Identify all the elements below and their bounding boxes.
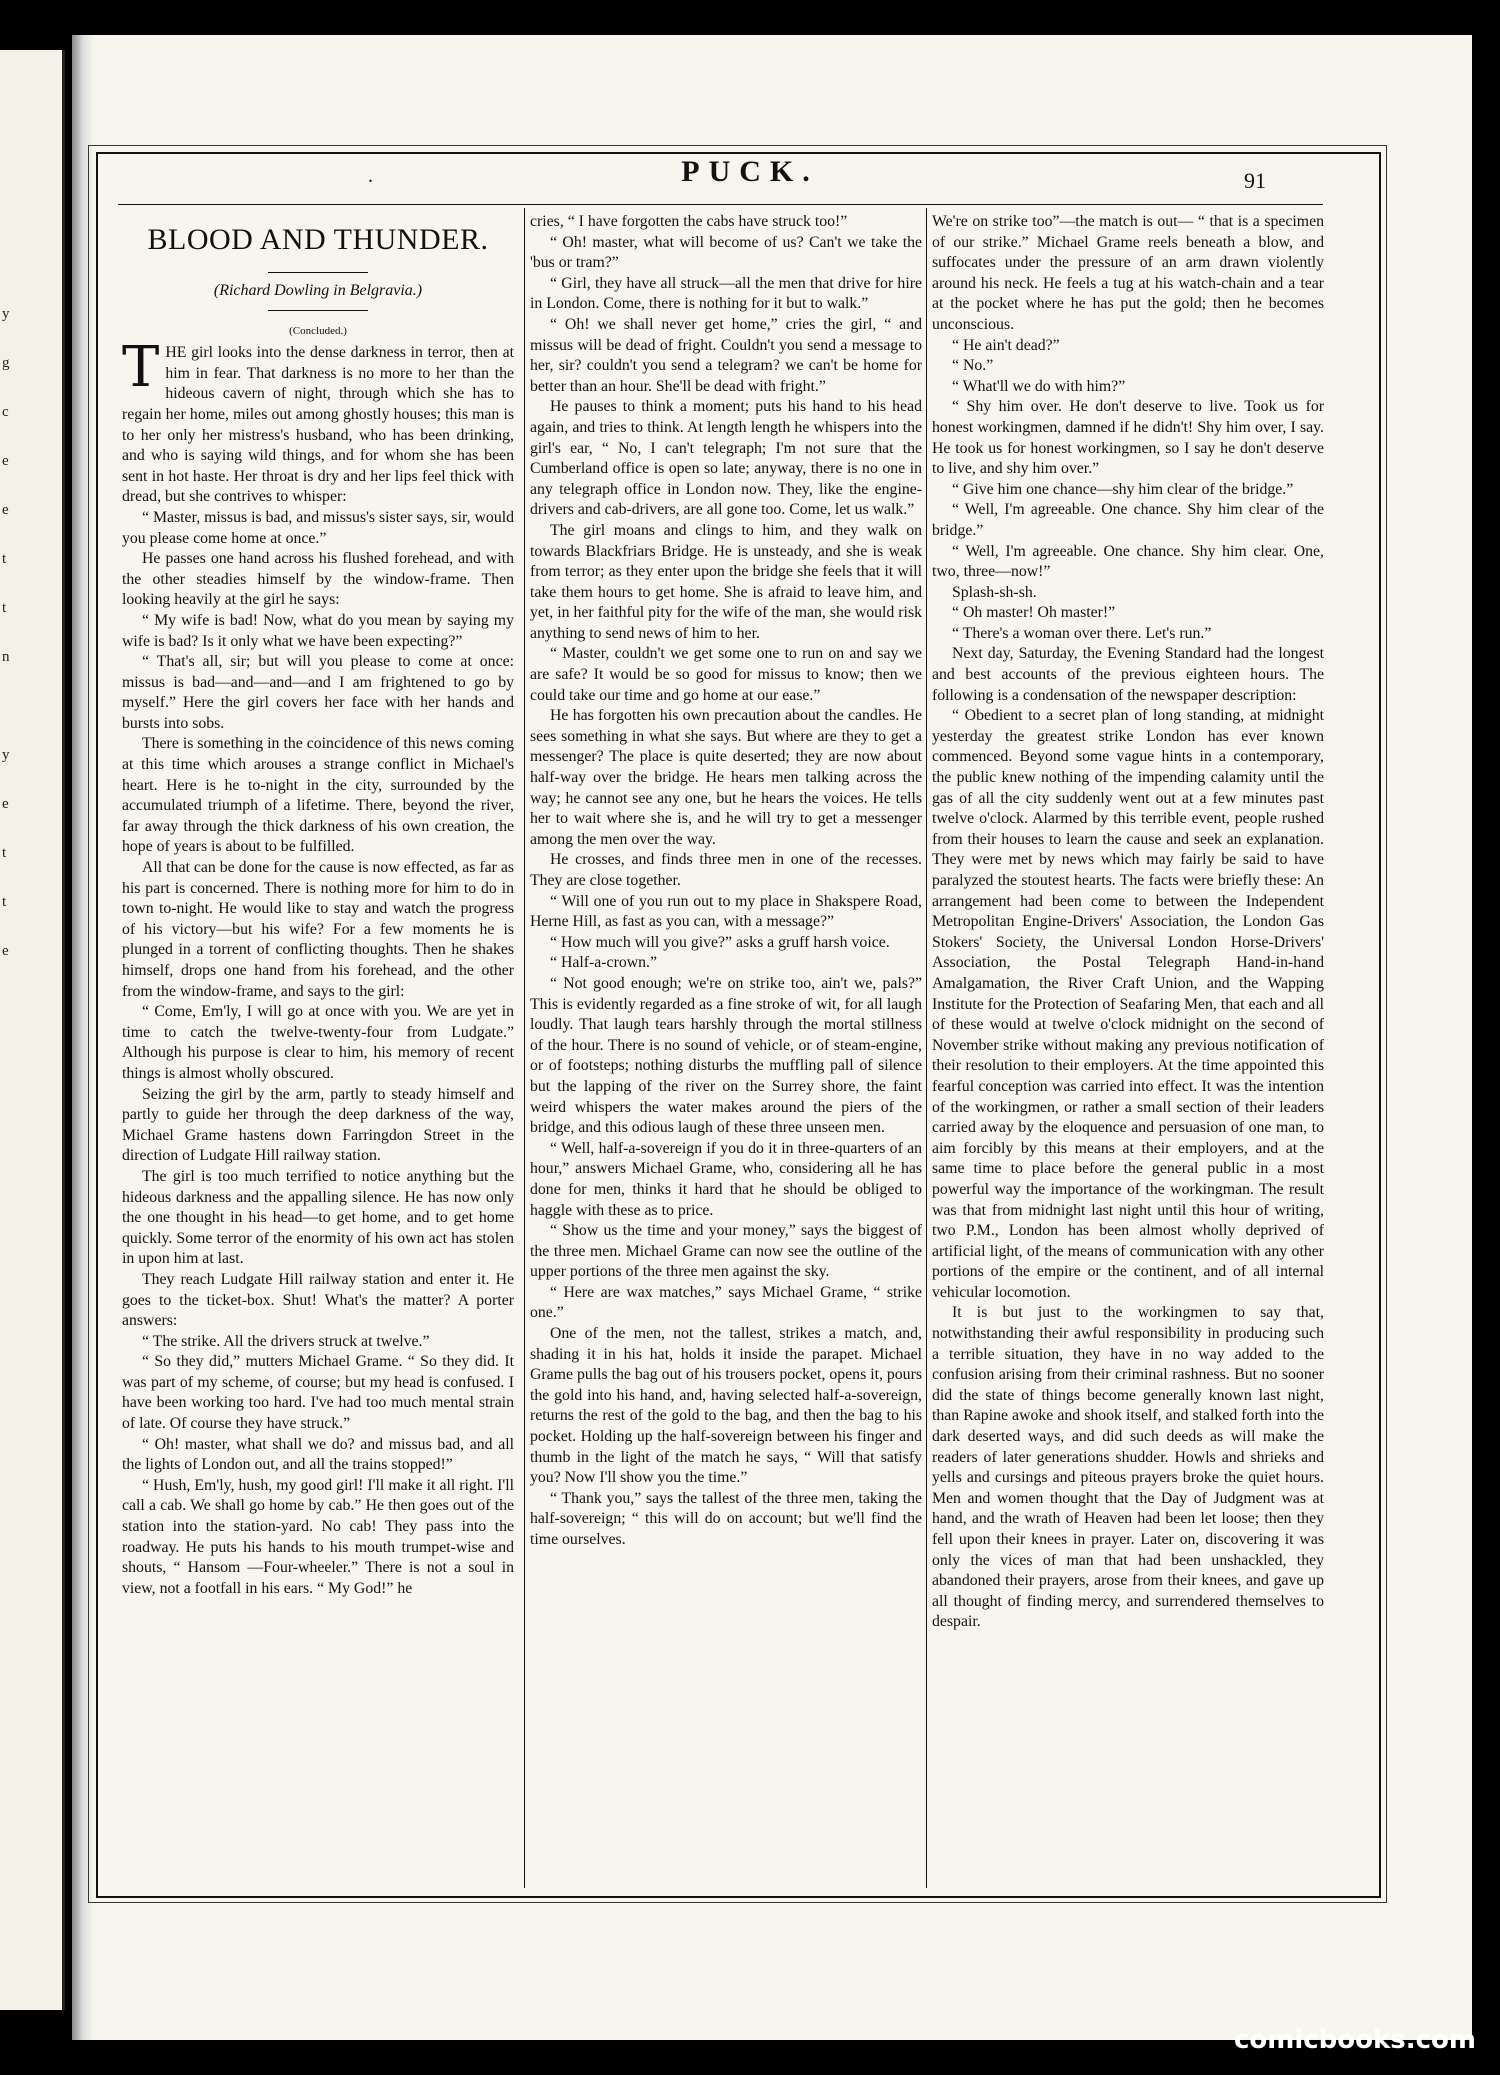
headline-rule <box>268 272 368 273</box>
column-3-body <box>932 212 1324 1633</box>
column-1-body <box>122 335 514 1599</box>
paragraph: “ Will one of you run out to my place in Shakspere Road, Herne Hill, as fast as you can, with a message?” <box>530 892 922 931</box>
column-1 <box>122 212 514 1599</box>
page-number: 91 <box>1244 168 1266 193</box>
paragraph: HE girl looks into the dense darkness in terror, then at him in fear. That darkness is no more to her than the hideous cavern of night, through which she has to regain her home, miles out among ghostly houses; this man is to her only her mistress's husband, who has been drinking, and who is saying wild things, and for whom she has been sent in hot haste. Her throat is dry and her lips feel thick with dread, but she contrives to whisper: <box>122 344 514 506</box>
paragraph: He has forgotten his own precaution about the candles. He sees something in what she says. But where are they to get a messenger? The place is quite deserted; they are now about half-way over the bridge. He hears men talking across the way; he cannot see any one, but he hears the voices. He tells her to wait where she is, and he will try to get a messenger among the men over the way. <box>530 707 922 848</box>
paragraph: “ No.” <box>952 357 994 375</box>
paragraph: Splash-sh-sh. <box>952 583 1037 601</box>
paragraph: “ Master, couldn't we get some one to run on and say we are safe? It would be so good for missus to know; then we could take our time and go home at our ease.” <box>530 645 922 704</box>
paragraph: “ That's all, sir; but will you please to come at once: missus is bad—and—and—and I am frightened to go by myself.” Here the girl covers her face with her hands and bursts into sobs. <box>122 653 514 732</box>
header-rule <box>118 204 1323 205</box>
paragraph: “ How much will you give?” asks a gruff harsh voice. <box>550 933 890 951</box>
article-byline: (Richard Dowling in Belgravia.) <box>213 282 423 299</box>
column-3 <box>932 212 1324 1633</box>
paragraph: The girl moans and clings to him, and they walk on towards Blackfriars Bridge. He is unsteady, and she is weak from terror; as they enter upon the bridge she feels that it will take them hours to get home. She is afraid to leave him, and yet, in her faithful pity for the wife of the man, she would risk anything to send news of him to her. <box>530 521 922 642</box>
paragraph: “ There's a woman over there. Let's run.” <box>952 624 1212 642</box>
drop-cap: T <box>122 335 160 401</box>
paragraph: “ Well, I'm agreeable. One chance. Shy him clear. One, two, three—now!” <box>932 542 1324 581</box>
byline-rule <box>268 310 368 311</box>
paragraph: “ Oh! master, what shall we do? and missus bad, and all the lights of London out, and all the trains stopped!” <box>122 1435 514 1474</box>
paragraph: “ My wife is bad! Now, what do you mean by saying my wife is bad? Is it only what we have been expecting?” <box>122 611 514 650</box>
paragraph: He crosses, and finds three men in one of the recesses. They are close together. <box>530 851 922 889</box>
paragraph: “ Give him one chance—shy him clear of the bridge.” <box>952 480 1294 498</box>
paragraph: One of the men, not the tallest, strikes a match, and, shading it in his hat, holds it inside the parapet. Michael Grame pulls the bag out of his trousers pocket, opens it, pours the gold into his hand, and, having selected half-a-sovereign, returns the rest of the gold to the bag, and then the bag to his pocket. Holding up the half-sovereign between his finger and thumb in the light of the match he says, “ Will that satisfy you? Now I'll show you the time.” <box>530 1325 922 1487</box>
paragraph: He pauses to think a moment; puts his hand to his head again, and tries to think. At length length he whispers into the girl's ear, “ No, I can't telegraph; I'm not sure that the Cumberland office is open so late; anyway, there is no one in any telegraph office in London now. They, like the engine-drivers and cab-drivers, are all gone too. Come, let us walk.” <box>530 398 922 519</box>
masthead-title: PUCK. <box>681 155 819 188</box>
paragraph: The girl is too much terrified to notice anything but the hideous darkness and the appalling silence. He has now only the one thought in his head—to get home, and to get home quickly. Some terror of the enormity of his own act has stolen in upon him at last. <box>122 1167 514 1268</box>
article-headline: BLOOD AND THUNDER. <box>147 223 489 256</box>
paragraph: “ Well, half-a-sovereign if you do it in three-quarters of an hour,” answers Michael Grame, who, considering all he has done for men, thinks it hard that he should be obliged to haggle with these as to price. <box>530 1139 922 1219</box>
paragraph: “ Girl, they have all struck—all the men that drive for hire in London. Come, there is nothing for it but to walk.” <box>530 274 922 313</box>
paragraph: “ The strike. All the drivers struck at twelve.” <box>142 1332 430 1350</box>
paragraph: “ Half-a-crown.” <box>550 954 657 972</box>
paragraph: They reach Ludgate Hill railway station and enter it. He goes to the ticket-box. Shut! What's the matter? A porter answers: <box>122 1270 514 1330</box>
paragraph: There is something in the coincidence of this news coming at this time which arouses a strange conflict in Michael's heart. Here is he to-night in the city, surrounded by the accumulated triumph of a lifetime. There, beyond the river, far away through the thick darkness of his own creation, the hope of years is about to be fulfilled. <box>122 735 514 856</box>
paragraph: Seizing the girl by the arm, partly to steady himself and partly to guide her through the deep darkness of the way, Michael Grame hastens down Farringdon Street in the direction of Ludgate Hill railway station. <box>122 1085 514 1165</box>
paragraph: “ Here are wax matches,” says Michael Grame, “ strike one.” <box>530 1283 922 1322</box>
paragraph: “ Oh master! Oh master!” <box>952 604 1116 622</box>
paragraph: “ Well, I'm agreeable. One chance. Shy him clear of the bridge.” <box>932 501 1324 539</box>
column-rule-1 <box>524 208 525 1888</box>
paragraph: “ Oh! we shall never get home,” cries the girl, “ and missus will be dead of fright. Couldn't you send a message to her, sir? couldn't you send a telegram? we can't be home for better than an hour. She'll be dead with fright.” <box>530 315 922 395</box>
paragraph: “ Thank you,” says the tallest of the three men, taking the half-sovereign; “ this will do on account; but we'll find the time ourselves. <box>530 1489 922 1548</box>
column-2 <box>530 212 922 1551</box>
paragraph: “ Master, missus is bad, and missus's sister says, sir, would you please come home at once.” <box>122 508 514 547</box>
column-rule-2 <box>926 208 927 1888</box>
paragraph: “ Hush, Em'ly, hush, my good girl! I'll make it all right. I'll call a cab. We shall go home by cab.” He then goes out of the station into the station-yard. No cab! They pass into the roadway. He puts his hands to his mouth trumpet-wise and shouts, “ Hansom —Four-wheeler.” There is not a soul in view, not a footfall in his ears. “ My God!” he <box>122 1476 514 1597</box>
concluded-note: (Concluded.) <box>289 324 347 337</box>
paragraph: We're on strike too”—the match is out— “ that is a specimen of our strike.” Michael Grame reels beneath a blow, and suffocates under the pressure of an arm drawn violently around his neck. He feels a tug at his watch-chain and a tear at the pocket where he has put the gold; then he becomes unconscious. <box>932 213 1324 333</box>
header-dot: . <box>368 165 373 187</box>
watermark: comicbooks.com <box>1233 2025 1476 2055</box>
column-2-body <box>530 212 922 1551</box>
paragraph: “ Shy him over. He don't deserve to live. Took us for honest workingmen, damned if he didn't! Shy him over, I say. He took us for honest workingmen, so I say he don't deserve to live, and shy him over.” <box>932 398 1324 478</box>
paragraph: “ Obedient to a secret plan of long standing, at midnight yesterday the greatest strike London has ever known commenced. Beyond some vague hints in a contemporary, the public knew nothing of the impending calamity until the gas of all the city suddenly went out at a few minutes past twelve o'clock. Alarmed by this terrible event, people rushed from their houses to learn the cause and seek an explanation. They were met by news which may fairly be said to have paralyzed the stoutest hearts. The facts were briefly these: An arrangement had been come to between the Independent Metropolitan Engine-Drivers' Association, the London Gas Stokers' Society, the Universal London Horse-Drivers' Association, the Postal Telegraph Hand-in-hand Amalgamation, the River Craft Union, and the Wapping Institute for the Protection of Seafaring Men, that each and all of these would at twelve o'clock midnight on the second of November strike without making any previous notification of their resolution to their employers. At the time appointed this fearful conception was carried into effect. It was the intention of the workingmen, or rather a small section of their leaders carried away by the eloquence and persuasion of one man, to aim forcibly by this means at their employers, and at the same time to place before the general public in a most powerful way the importance of the workingman. The result was that from midnight last night until this hour of writing, two P.M., London has been almost wholly deprived of artificial light, of the means of communication with any other portions of the empire or the continent, and of all internal vehicular locomotion. <box>932 707 1324 1301</box>
paragraph: “ Oh! master, what will become of us? Can't we take the 'bus or tram?” <box>530 233 922 272</box>
paragraph: “ So they did,” mutters Michael Grame. “ So they did. It was part of my scheme, of course; but my head is confused. I have been working too hard. I've had too much mental strain of late. Of course they have struck.” <box>122 1353 514 1433</box>
paragraph: All that can be done for the cause is now effected, as far as his part is concerned. There is nothing more for him to do in town to-night. He would like to stay and watch the progress of his victory—but his wife? For a few moments he is plunged in a torrent of conflicting thoughts. Then he shakes himself, drops one hand from his forehead, and the other from the window-frame, and says to the girl: <box>122 859 514 1000</box>
paragraph: “ Not good enough; we're on strike too, ain't we, pals?” This is evidently regarded as a fine stroke of wit, for all laugh loudly. That laugh tears harshly through the mortal stillness of the hour. There is no sound of vehicle, or of steam-engine, or of footsteps; nothing disturbs the muffling pall of silence but the lapping of the river on the Surrey shore, the faint weird whispers the water makes around the piers of the bridge, and this odious laugh of these three unseen men. <box>530 974 922 1137</box>
paragraph: “ Show us the time and your money,” says the biggest of the three men. Michael Grame can now see the outline of the upper portions of the three men against the sky. <box>530 1222 922 1281</box>
previous-page-edge <box>0 50 65 2010</box>
paragraph: cries, “ I have forgotten the cabs have struck too!” <box>530 213 848 230</box>
paragraph: “ Come, Em'ly, I will go at once with you. We are yet in time to catch the twelve-twenty-four from Ludgate.” Although his purpose is clear to him, his memory of recent things is almost wholly obscured. <box>122 1003 514 1082</box>
paragraph: It is but just to the workingmen to say that, notwithstanding their awful responsibility in producing such a terrible situation, they have in no way added to the confusion arising from their criminal rashness. But no sooner did the state of things become generally known last night, than Rapine awoke and shook itself, and stalked forth into the dark deserted ways, and did such deeds as will make the readers of later generations shudder. Howls and shrieks and yells and cursings and piteous prayers broke the quiet hours. Men and women thought that the Day of Judgment was at hand, and the wrath of Heaven had been let loose; then they fell upon their knees in prayer. Later on, discovering it was only the vices of man that had been unshackled, they abandoned their prayers, arose from their knees, and gave up all thought of finding mercy, and surrendered themselves to despair. <box>932 1304 1324 1631</box>
previous-page-letters: y g c e e t t n y e t t e <box>2 306 10 959</box>
paragraph: He passes one hand across his flushed forehead, and with the other steadies himself by the window-frame. Then looking heavily at the girl he says: <box>122 550 514 609</box>
paragraph: “ What'll we do with him?” <box>952 377 1126 395</box>
paragraph: Next day, Saturday, the Evening Standard had the longest and best accounts of the previous eighteen hours. The following is a condensation of the newspaper description: <box>932 645 1324 704</box>
paragraph: “ He ain't dead?” <box>952 336 1060 354</box>
